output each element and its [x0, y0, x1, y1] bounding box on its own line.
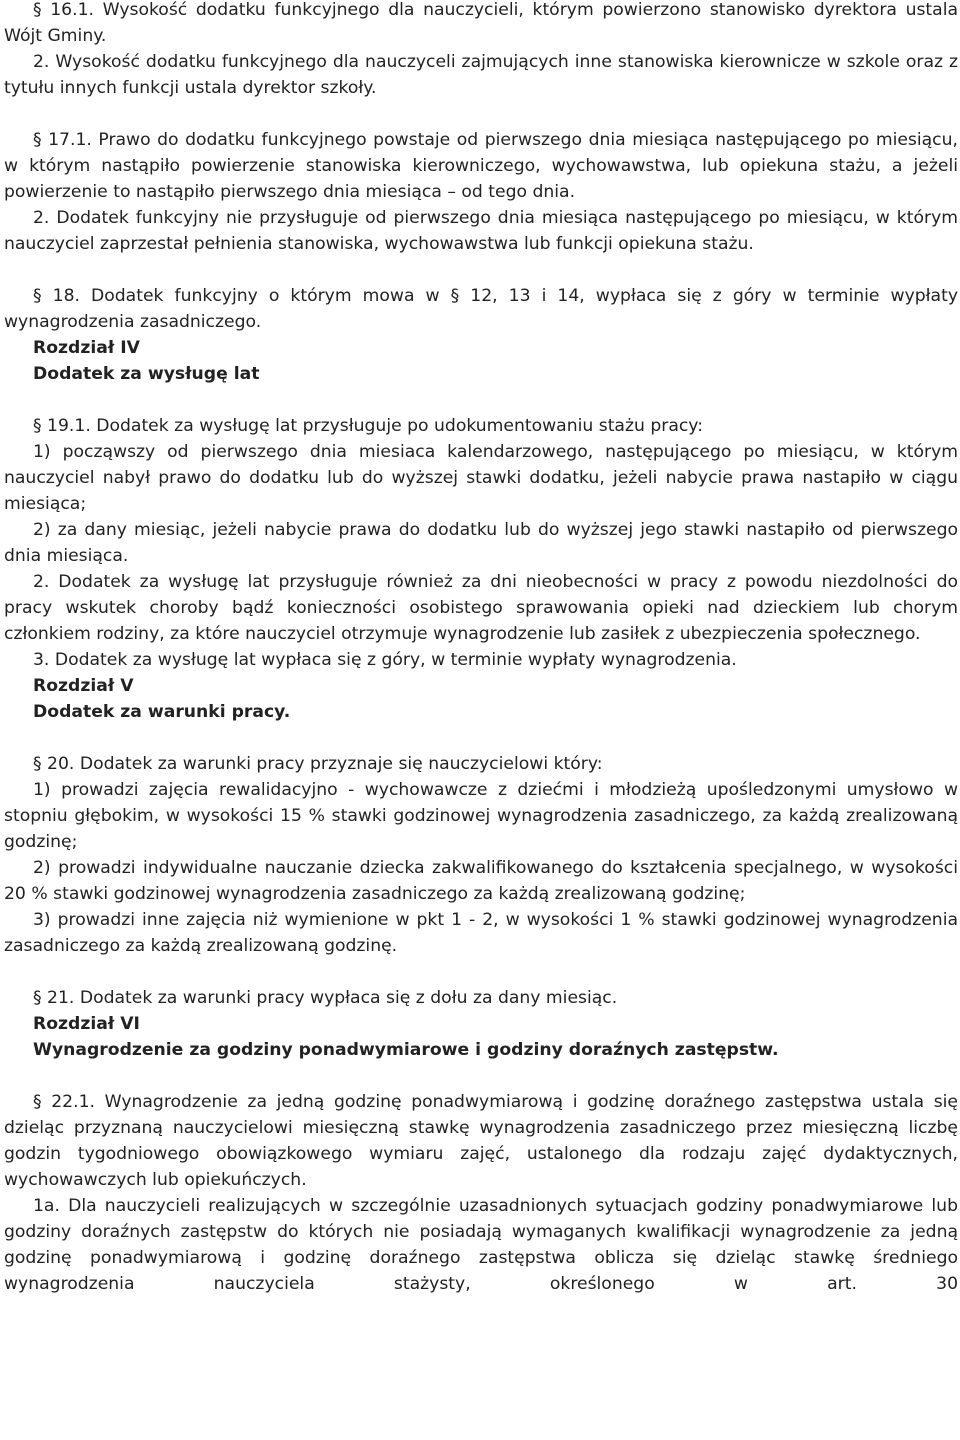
paragraph: § 22.1. Wynagrodzenie za jedną godzinę ponadwymiarową i godzinę doraźnego zastępstwa ustala się dzieląc przyznaną nauczycielowi miesięczną stawkę wynagrodzenia zasadniczego przez miesięczną liczbę godzin tygodniowego obowiązkowego wymiaru zajęć, ustalonego dla rodzaju zajęć dydaktycznych, wychowawczych lub opiekuńczych. — [4, 1092, 958, 1190]
paragraph: 1) począwszy od pierwszego dnia miesiaca kalendarzowego, następującego po miesiącu, w którym nauczyciel nabył prawo do dodatku lub do wyższej stawki dodatku, jeżeli nabycie prawa nastapiło w ciągu miesiąca; — [4, 442, 958, 514]
chapter-heading: Rozdział IV — [33, 338, 140, 358]
paragraph: § 19.1. Dodatek za wysługę lat przysługuje po udokumentowaniu stażu pracy: — [33, 416, 704, 436]
paragraph: § 17.1. Prawo do dodatku funkcyjnego powstaje od pierwszego dnia miesiąca następującego po miesiącu, w którym nastąpiło powierzenie stanowiska kierowniczego, wychowawstwa, lub opiekuna stażu, a jeżeli powierzenie to nastąpiło pierwszego dnia miesiąca – od tego dnia. — [4, 130, 958, 202]
paragraph: 3. Dodatek za wysługę lat wypłaca się z góry, w terminie wypłaty wynagrodzenia. — [33, 650, 737, 670]
chapter-heading: Wynagrodzenie za godziny ponadwymiarowe i godziny doraźnych zastępstw. — [33, 1040, 779, 1060]
paragraph: 3) prowadzi inne zajęcia niż wymienione w pkt 1 - 2, w wysokości 1 % stawki godzinowej wynagrodzenia zasadniczego za każdą zrealizowaną godzinę. — [4, 910, 958, 956]
chapter-heading: Dodatek za warunki pracy. — [33, 702, 291, 722]
paragraph: 2) prowadzi indywidualne nauczanie dziecka zakwalifikowanego do kształcenia specjalnego, w wysokości 20 % stawki godzinowej wynagrodzenia zasadniczego za każdą zrealizowaną godzinę; — [4, 858, 958, 904]
paragraph: § 18. Dodatek funkcyjny o którym mowa w § 12, 13 i 14, wypłaca się z góry w terminie wypłaty wynagrodzenia zasadniczego. — [4, 286, 958, 332]
chapter-heading: Rozdział V — [33, 676, 134, 696]
paragraph: § 16.1. Wysokość dodatku funkcyjnego dla nauczycieli, którym powierzono stanowisko dyrektora ustala Wójt Gminy. — [4, 0, 958, 46]
chapter-heading: Rozdział VI — [33, 1014, 140, 1034]
paragraph: 1a. Dla nauczycieli realizujących w szczególnie uzasadnionych sytuacjach godziny ponadwymiarowe lub godziny doraźnych zastępstw do których nie posiadają wymaganych kwalifikacji wynagrodzenie za jedną godzinę ponadwymiarową i godzinę doraźnego zastępstwa oblicza się dzieląc stawkę średniego wynagrodzenia nauczyciela stażysty, określonego w art. 30 — [4, 1196, 958, 1294]
paragraph: 1) prowadzi zajęcia rewalidacyjno - wychowawcze z dziećmi i młodzieżą upośledzonymi umysłowo w stopniu głębokim, w wysokości 15 % stawki godzinowej wynagrodzenia zasadniczego, za każdą zrealizowaną godzinę; — [4, 780, 958, 852]
paragraph: 2. Dodatek za wysługę lat przysługuje również za dni nieobecności w pracy z powodu niezdolności do pracy wskutek choroby bądź konieczności osobistego sprawowania opieki nad dzieckiem lub chorym członkiem rodziny, za które nauczyciel otrzymuje wynagrodzenie lub zasiłek z ubezpieczenia społecznego. — [4, 572, 958, 644]
chapter-heading: Dodatek za wysługę lat — [33, 364, 260, 384]
paragraph: § 20. Dodatek za warunki pracy przyznaje się nauczycielowi który: — [33, 754, 603, 774]
paragraph: 2) za dany miesiąc, jeżeli nabycie prawa do dodatku lub do wyższej jego stawki nastapiło od pierwszego dnia miesiąca. — [4, 520, 958, 566]
paragraph: § 21. Dodatek za warunki pracy wypłaca się z dołu za dany miesiąc. — [33, 988, 618, 1008]
paragraph: 2. Wysokość dodatku funkcyjnego dla nauczyceli zajmujących inne stanowiska kierownicze w szkole oraz z tytułu innych funkcji ustala dyrektor szkoły. — [4, 52, 958, 98]
paragraph: 2. Dodatek funkcyjny nie przysługuje od pierwszego dnia miesiąca następującego po miesiącu, w którym nauczyciel zaprzestał pełnienia stanowiska, wychowawstwa lub funkcji opiekuna stażu. — [4, 208, 958, 254]
